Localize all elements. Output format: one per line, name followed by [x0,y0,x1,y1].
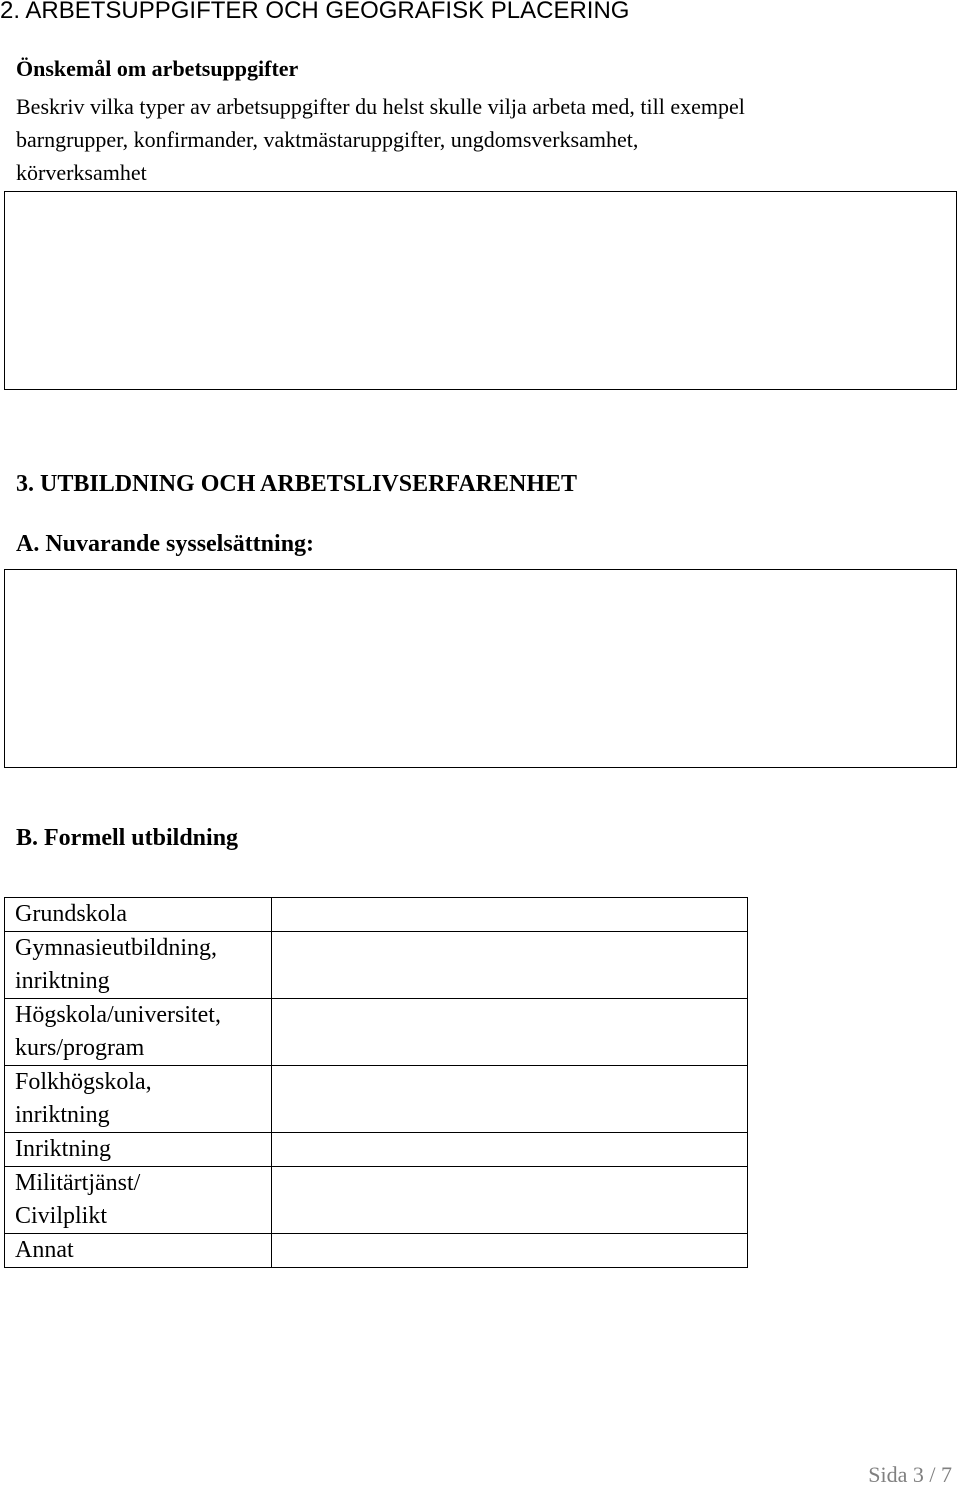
education-value-hogskola[interactable] [272,999,748,1066]
education-label-line: Grundskola [15,901,127,927]
work-preferences-answer-field[interactable] [4,191,957,390]
current-employment-answer-field[interactable] [4,569,957,768]
education-label-line: Inriktning [15,1136,111,1162]
education-label-militartjanst [5,1167,272,1234]
education-label-line: Militärtjänst/ [15,1170,141,1196]
education-label-gymnasieutbildning [5,932,272,999]
formal-education-table [4,897,748,1268]
page-number: Sida 3 / 7 [868,1462,952,1487]
work-preferences-description-line: barngrupper, konfirmander, vaktmästaruppgifter, ungdomsverksamhet, [16,127,639,152]
work-preferences-description-line: Beskriv vilka typer av arbetsuppgifter du helst skulle vilja arbeta med, till exempel [16,94,745,119]
education-label-line: Högskola/universitet, [15,1002,221,1028]
education-label-line: kurs/program [15,1035,145,1061]
education-label-line: Civilplikt [15,1203,108,1229]
education-label-line: Annat [15,1237,74,1263]
education-label-line: Gymnasieutbildning, [15,935,217,961]
table-row [5,1066,748,1133]
work-preferences-description-line: körverksamhet [16,160,147,185]
formal-education-heading: B. Formell utbildning [16,825,239,851]
work-preferences-heading: Önskemål om arbetsuppgifter [16,56,299,81]
table-row [5,1133,748,1167]
education-label-line: inriktning [15,968,110,994]
education-value-folkhogskola[interactable] [272,1066,748,1133]
education-label-hogskola [5,999,272,1066]
education-value-militartjanst[interactable] [272,1167,748,1234]
table-row [5,932,748,999]
table-row [5,1167,748,1234]
current-employment-heading: A. Nuvarande sysselsättning: [16,531,315,557]
table-row [5,1234,748,1268]
table-row [5,999,748,1066]
education-value-grundskola[interactable] [272,898,748,932]
education-value-inriktning[interactable] [272,1133,748,1167]
education-label-grundskola [5,898,272,932]
education-label-inriktning [5,1133,272,1167]
education-label-line: Folkhögskola, [15,1069,152,1095]
education-label-line: inriktning [15,1102,110,1128]
section-3-title: 3. UTBILDNING OCH ARBETSLIVSERFARENHET [16,471,578,497]
education-label-folkhogskola [5,1066,272,1133]
education-label-annat [5,1234,272,1268]
education-value-annat[interactable] [272,1234,748,1268]
section-2-title: 2. ARBETSUPPGIFTER OCH GEOGRAFISK PLACERING [0,0,630,24]
education-value-gymnasieutbildning[interactable] [272,932,748,999]
table-row [5,898,748,932]
